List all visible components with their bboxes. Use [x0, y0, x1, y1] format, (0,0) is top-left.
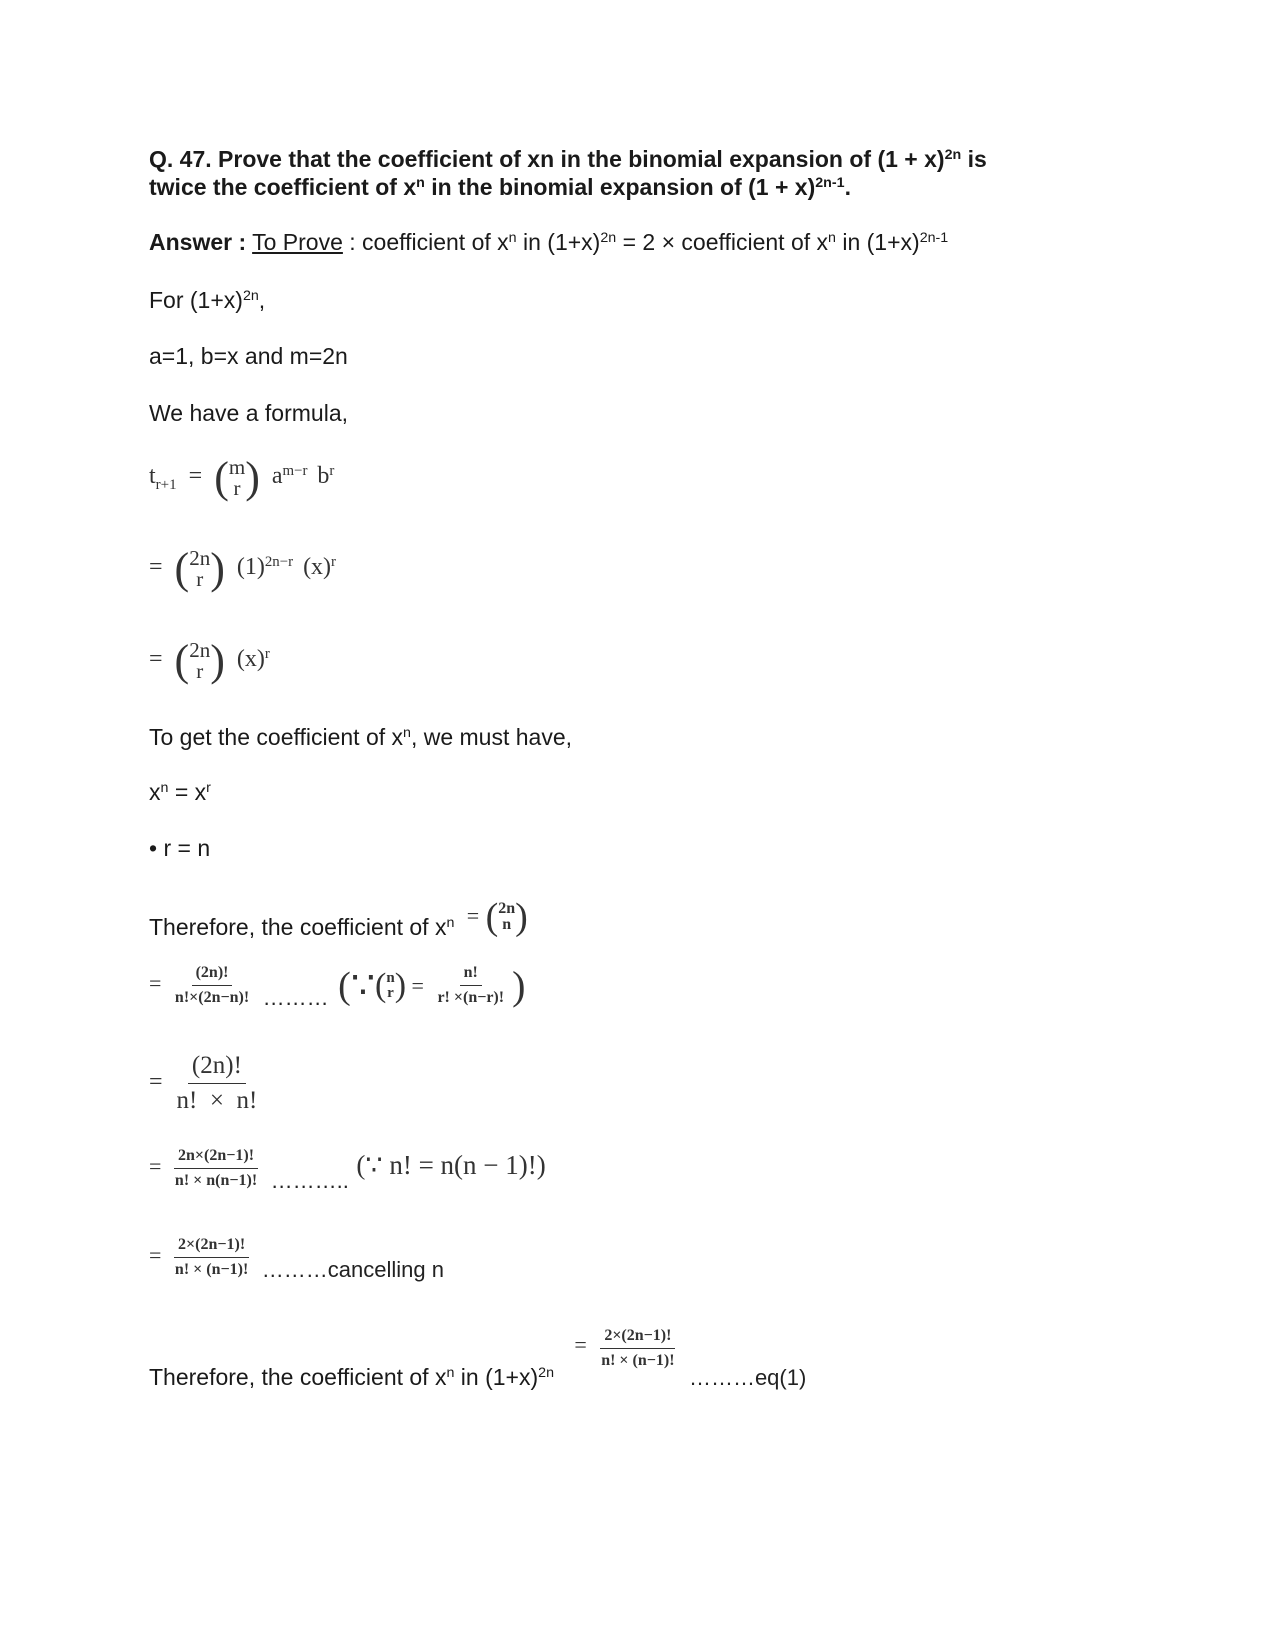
binom-bottom: r [196, 566, 204, 591]
equals-sign: = [466, 903, 480, 929]
equals-sign: = [149, 1153, 162, 1179]
answer-text: : coefficient of x [342, 229, 509, 255]
paren: ) [512, 963, 526, 1008]
because-symbol: (∵ [338, 965, 376, 1007]
fraction [171, 1147, 261, 1190]
paren: ( [174, 544, 190, 593]
text: , [258, 287, 266, 313]
answer-text: in (1+x) [835, 229, 920, 255]
r-equals-n: • r = n [149, 835, 211, 861]
superscript: 2n [600, 230, 617, 247]
superscript: m−r [282, 462, 308, 479]
question-line-2 [149, 173, 851, 202]
equals-sign: = [406, 972, 430, 998]
text: x [149, 779, 161, 805]
binom-bottom: n [502, 916, 512, 933]
binomial-coefficient [175, 635, 225, 686]
dots: ……… [262, 984, 329, 1010]
math-symbol: t [149, 463, 156, 490]
paren: ) [515, 896, 528, 938]
factorial-step-3 [149, 1147, 546, 1193]
text: Therefore, the coefficient of x [149, 1363, 447, 1390]
answer-text: = 2 × coefficient of x [616, 229, 829, 255]
superscript: n [416, 175, 425, 192]
math-symbol: (1) [236, 554, 265, 581]
superscript: 2n-1 [815, 175, 845, 192]
xn-equals-xr [149, 779, 211, 806]
question-text: Prove that the coefficient of xn in the binomial expansion of (1 + x) [218, 146, 945, 172]
answer-line [149, 229, 948, 256]
superscript: 2n [242, 288, 259, 305]
paren: ( [485, 896, 499, 938]
to-prove-label: To Prove [252, 229, 343, 255]
formula-intro: We have a formula, [149, 400, 349, 426]
answer-label: Answer : [149, 229, 247, 255]
superscript: 2n [538, 1364, 554, 1381]
text: To get the coefficient of x [149, 724, 404, 750]
binom-top: 2n [498, 900, 516, 917]
factorial-step-2 [149, 1052, 265, 1115]
equals-sign: = [149, 1069, 163, 1096]
superscript: n [403, 725, 411, 742]
math-symbol: (x) [303, 554, 332, 581]
binom-bottom: r [196, 658, 204, 683]
superscript: r [264, 645, 270, 662]
binom-top: 2n [189, 637, 211, 662]
fraction [597, 1327, 678, 1370]
superscript: r [206, 780, 211, 797]
numerator: 2n×(2n−1)! [174, 1147, 258, 1169]
equals-sign: = [149, 554, 163, 581]
fraction [433, 964, 508, 1007]
dots: ……….. [270, 1167, 349, 1193]
paren: ( [375, 966, 387, 1004]
superscript: n [446, 915, 455, 932]
equals-sign: = [149, 1242, 162, 1268]
question-text: in the binomial expansion of (1 + x) [424, 174, 816, 200]
text: Therefore, the coefficient of x [149, 914, 447, 941]
math-symbol: b [317, 463, 330, 490]
text: For (1+x) [149, 287, 243, 313]
fraction [171, 1236, 252, 1279]
general-term-formula [149, 452, 334, 503]
binomial-definition [338, 962, 525, 1009]
numerator: (2n)! [188, 1052, 246, 1084]
fraction [173, 1052, 262, 1115]
factorial-step-4 [149, 1236, 444, 1282]
equals-sign: = [574, 1331, 587, 1357]
denominator: n!×(2n−n)! [174, 989, 250, 1006]
superscript: 2n-1 [919, 230, 949, 247]
binom-top: n [386, 969, 395, 986]
equation-label: ………eq(1) [688, 1364, 807, 1390]
question-text: . [844, 174, 851, 200]
superscript: r [331, 553, 337, 570]
question-text: is [961, 146, 987, 172]
factorial-step-1 [149, 962, 525, 1009]
binomial-coefficient [175, 543, 225, 594]
therefore-line-1 [149, 895, 528, 939]
text: in (1+x) [454, 1363, 539, 1390]
binom-bottom: r [387, 984, 394, 1001]
paren: ) [210, 636, 225, 685]
numerator: 2×(2n−1)! [174, 1236, 249, 1258]
binom-top: m [228, 454, 246, 479]
binomial-coefficient [486, 895, 528, 939]
denominator: n! × (n−1)! [174, 1261, 249, 1278]
question-text: twice the coefficient of x [149, 174, 417, 200]
cancelling-note: ………cancelling n [261, 1256, 444, 1282]
fraction [171, 964, 253, 1007]
equals-sign: = [149, 970, 162, 996]
expansion-step-2 [149, 635, 270, 686]
binom-top: 2n [189, 545, 211, 570]
paren: ( [214, 453, 229, 502]
math-symbol: a [271, 463, 283, 490]
equals-sign: = [149, 646, 163, 673]
equals-sign: = [188, 463, 203, 490]
superscript: n [508, 230, 517, 247]
superscript: r [329, 462, 335, 479]
answer-text: in (1+x) [516, 229, 601, 255]
math-symbol: (x) [236, 646, 265, 673]
binomial-coefficient [214, 452, 260, 503]
get-coefficient-line [149, 724, 572, 751]
binom-bottom: r [233, 475, 241, 500]
numerator: 2×(2n−1)! [600, 1327, 675, 1349]
expansion-step-1 [149, 543, 336, 594]
paren: ( [174, 636, 190, 685]
text: , we must have, [410, 724, 573, 750]
paren: ) [394, 966, 407, 1004]
text: = x [168, 779, 207, 805]
question-line-1 [149, 145, 987, 174]
denominator: n! × n(n−1)! [174, 1172, 258, 1189]
for-line [149, 287, 265, 314]
therefore-line-2 [149, 1325, 807, 1390]
denominator: n! × (n−1)! [601, 1352, 675, 1369]
numerator: (2n)! [192, 964, 233, 986]
superscript: 2n−r [264, 553, 294, 570]
denominator: r! ×(n−r)! [437, 989, 505, 1006]
superscript: n [446, 1364, 455, 1381]
denominator: n! × n! [176, 1087, 258, 1114]
subscript: r+1 [155, 476, 177, 493]
numerator: n! [460, 964, 482, 986]
question-number: Q. 47. [149, 146, 212, 172]
values-line: a=1, b=x and m=2n [149, 343, 348, 369]
paren: ) [245, 453, 260, 502]
factorial-identity: (∵ n! = n(n − 1)!) [356, 1149, 546, 1180]
superscript: n [828, 230, 836, 247]
paren: ) [210, 544, 225, 593]
superscript: n [160, 780, 169, 797]
superscript: 2n [944, 147, 962, 164]
